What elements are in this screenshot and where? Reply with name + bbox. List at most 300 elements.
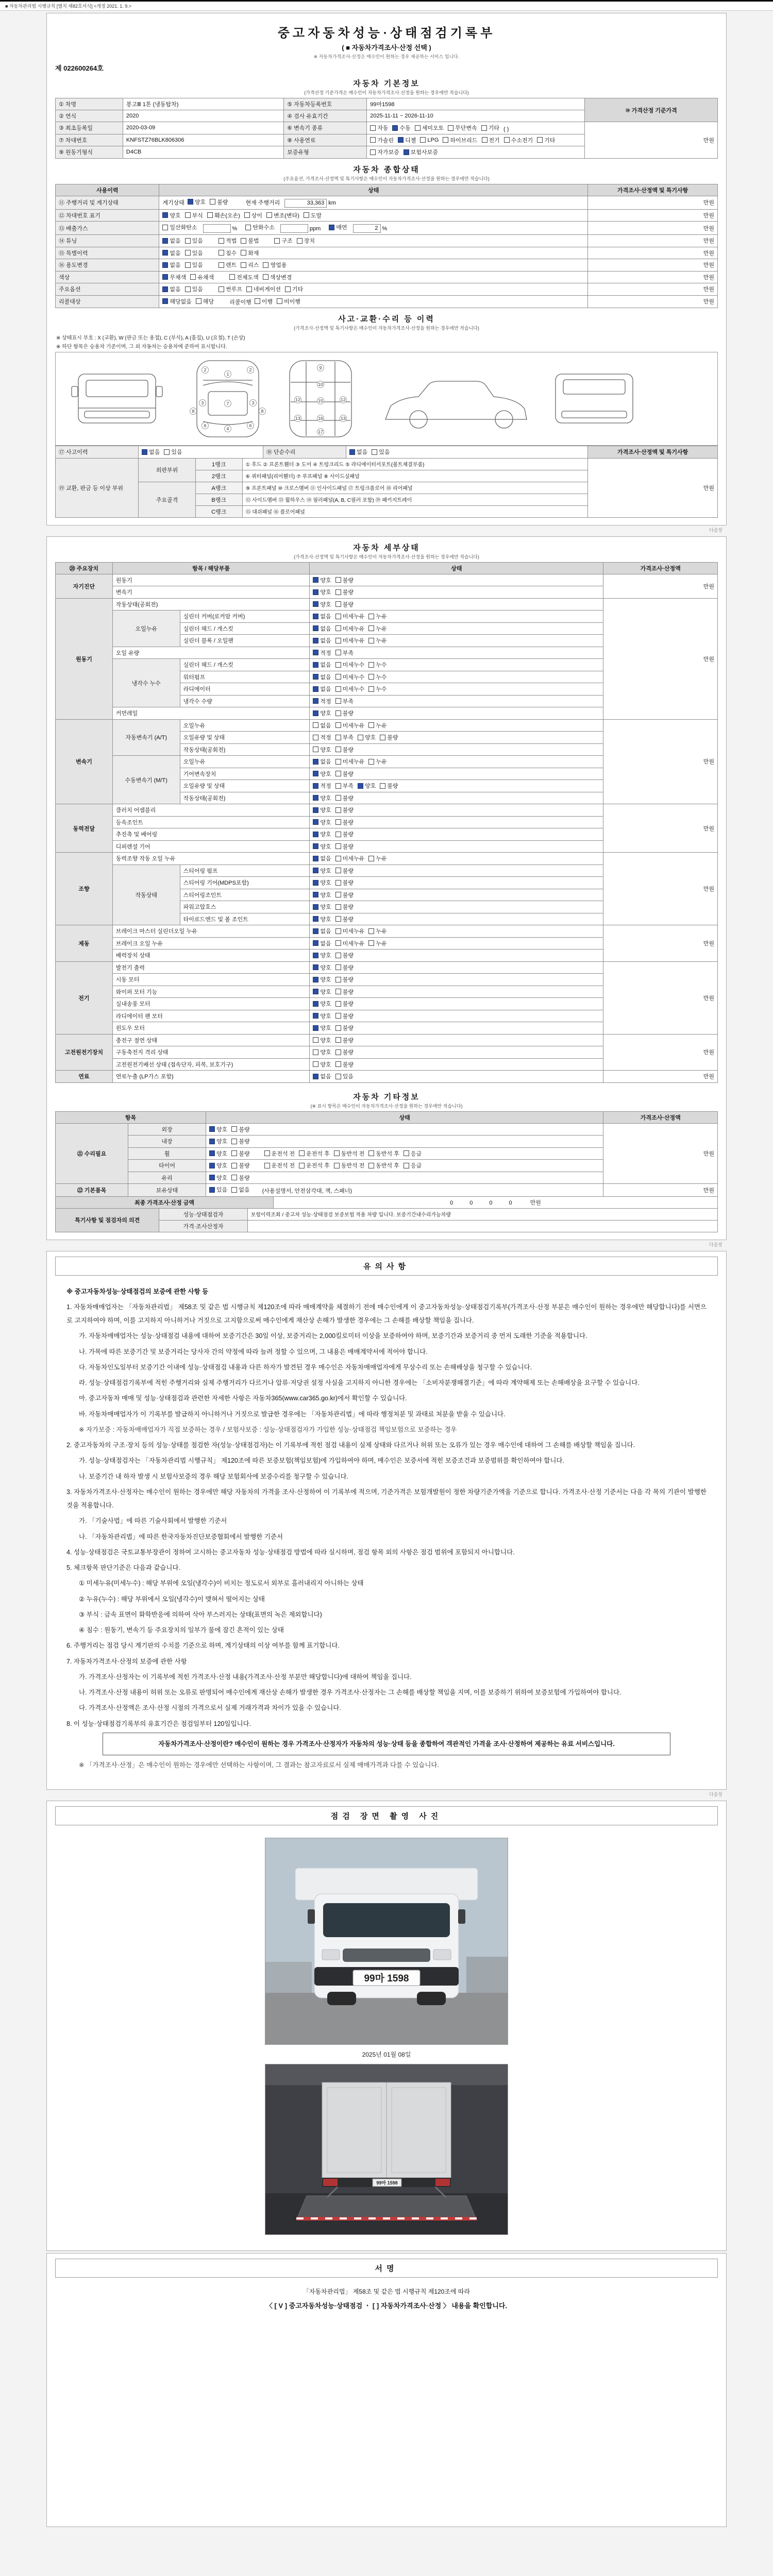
- checkbox-mark: [313, 1001, 318, 1007]
- price-cell: 만원: [588, 209, 718, 222]
- device-item-state: [310, 950, 603, 962]
- notice-p: 7. 자동차가격조사·산정의 보증에 관한 사항: [66, 1657, 187, 1665]
- checkbox-불량[interactable]: 불량: [335, 867, 354, 875]
- checkbox-리스[interactable]: 리스: [241, 261, 259, 269]
- device-item-state: [310, 828, 603, 841]
- checkbox-없음[interactable]: 없음: [313, 612, 331, 620]
- checkbox-불량[interactable]: 불량: [335, 1036, 354, 1044]
- checkbox-없음[interactable]: 없음: [313, 757, 331, 766]
- checkbox-mark: [335, 759, 341, 765]
- checkbox-적법[interactable]: 적법: [219, 236, 237, 245]
- checkbox-불량[interactable]: 불량: [335, 830, 354, 838]
- checkbox-동반석 후[interactable]: 동반석 후: [368, 1161, 399, 1170]
- checkbox-있음[interactable]: 있음: [372, 448, 390, 456]
- basic-info-title: 자동차 기본정보: [353, 79, 420, 88]
- checkbox-불량[interactable]: 불량: [335, 1024, 354, 1032]
- checkbox-적정[interactable]: 적정: [313, 733, 331, 741]
- device-item-state: [310, 743, 603, 756]
- checkbox-mark: [313, 832, 318, 837]
- checkbox-mark: [335, 1001, 341, 1007]
- checkbox-수소전기[interactable]: 수소전기: [504, 136, 533, 144]
- checkbox-mark: [335, 1037, 341, 1043]
- svg-text:15: 15: [318, 398, 323, 404]
- checkbox-mark: [335, 807, 341, 813]
- checkbox-양호[interactable]: 양호: [313, 830, 331, 838]
- checkbox-mark: [335, 625, 341, 631]
- checkbox-없음[interactable]: 없음: [313, 1072, 331, 1080]
- checkbox-있음[interactable]: 있음: [185, 285, 203, 293]
- svg-text:2: 2: [249, 367, 252, 373]
- checkbox-mark: [313, 638, 318, 643]
- table-header-cell: 상태: [206, 1111, 603, 1123]
- checkbox-LPG[interactable]: LPG: [420, 137, 439, 143]
- checkbox-양호[interactable]: 양호: [313, 999, 331, 1008]
- checkbox-기타[interactable]: 기타: [285, 285, 303, 293]
- checkbox-양호[interactable]: 양호: [313, 842, 331, 851]
- checkbox-없음[interactable]: 없음: [313, 636, 331, 645]
- checkbox-양호[interactable]: 양호: [313, 951, 331, 959]
- checkbox-동반석 후[interactable]: 동반석 후: [368, 1149, 399, 1158]
- checkbox-있음[interactable]: 있음: [164, 448, 182, 456]
- checkbox-탄화수소[interactable]: 탄화수소: [245, 223, 275, 231]
- checkbox-mark: [335, 1013, 341, 1019]
- svg-text:8: 8: [192, 409, 195, 414]
- field-value: [367, 134, 585, 146]
- history-item-state: [159, 209, 588, 222]
- checkbox-mark: [162, 286, 168, 292]
- checkbox-불량[interactable]: 불량: [335, 988, 354, 996]
- checkbox-기타[interactable]: 기타: [537, 136, 555, 144]
- device-item-state: [310, 986, 603, 998]
- checkbox-동반석 전[interactable]: 동반석 전: [334, 1161, 365, 1170]
- section-notices: [46, 1251, 727, 1790]
- checkbox-네비게이션[interactable]: 네비게이션: [246, 285, 281, 293]
- checkbox-부족[interactable]: 부족: [335, 782, 354, 790]
- checkbox-불량[interactable]: 불량: [335, 903, 354, 911]
- device-item-state: [310, 1071, 603, 1083]
- checkbox-운전석 후[interactable]: 운전석 후: [299, 1149, 330, 1158]
- checkbox-불량[interactable]: 불량: [335, 576, 354, 584]
- checkbox-없음[interactable]: 없음: [313, 624, 331, 633]
- overall-title: 자동차 종합상태: [353, 165, 420, 174]
- checkbox-미세누수[interactable]: 미세누수: [335, 660, 365, 669]
- checkbox-mark: [420, 137, 426, 143]
- checkbox-mark: [335, 989, 341, 994]
- value-box[interactable]: 2: [353, 224, 381, 233]
- checkbox-없음[interactable]: 없음: [349, 448, 367, 456]
- checkbox-양호[interactable]: 양호: [313, 915, 331, 923]
- checkbox-일산화탄소[interactable]: 일산화탄소: [162, 223, 197, 231]
- checkbox-불량[interactable]: 불량: [335, 770, 354, 778]
- checkbox-mark: [368, 614, 374, 619]
- checkbox-미세누유[interactable]: 미세누유: [335, 721, 365, 730]
- checkbox-누유[interactable]: 누유: [368, 757, 386, 766]
- checkbox-불량[interactable]: 불량: [335, 709, 354, 717]
- checkbox-양호[interactable]: 양호: [313, 576, 331, 584]
- checkbox-구조[interactable]: 구조: [274, 236, 292, 245]
- checkbox-있음[interactable]: 있음: [185, 249, 203, 257]
- checkbox-mark: [335, 710, 341, 716]
- checkbox-양호[interactable]: 양호: [313, 878, 331, 887]
- checkbox-양호[interactable]: 양호: [313, 1060, 331, 1069]
- checkbox-있음[interactable]: 있음: [185, 236, 203, 245]
- checkbox-불량[interactable]: 불량: [231, 1174, 249, 1182]
- device-group-label: 전기: [56, 961, 113, 1034]
- checkbox-해당[interactable]: 해당: [196, 297, 214, 306]
- checkbox-불량[interactable]: 불량: [335, 915, 354, 923]
- checkbox-mark: [313, 940, 318, 946]
- checkbox-불량[interactable]: 불량: [335, 999, 354, 1008]
- checkbox-하이브리드[interactable]: 하이브리드: [443, 136, 477, 144]
- checkbox-불량[interactable]: 불량: [210, 198, 228, 206]
- checkbox-수동[interactable]: 수동: [392, 124, 410, 132]
- device-item-label: 커먼레일: [112, 707, 310, 720]
- checkbox-운전석 전[interactable]: 운전석 전: [264, 1149, 295, 1158]
- checkbox-양호[interactable]: 양호: [358, 782, 376, 790]
- checkbox-색상변경[interactable]: 색상변경: [263, 273, 292, 281]
- checkbox-mark: [313, 953, 318, 958]
- checkbox-불량[interactable]: 불량: [335, 1060, 354, 1069]
- device-item-state: [310, 707, 603, 720]
- remarks-mount: [55, 1208, 718, 1232]
- checkbox-없음[interactable]: 없음: [162, 261, 180, 269]
- checkbox-불량[interactable]: 불량: [335, 794, 354, 802]
- checkbox-부족[interactable]: 부족: [335, 649, 354, 657]
- checkbox-양호[interactable]: 양호: [209, 1149, 227, 1158]
- notice-p: 4. 성능·상태점검은 국토교통부장관이 정하여 고시하는 중고자동차 성능·상태점검 방법에 따라 실시하며, 점검 항목 외의 사항은 점검 범위에 포함되지 아니합니다.: [66, 1548, 515, 1556]
- checkbox-렌트[interactable]: 렌트: [219, 261, 237, 269]
- field-value: 2020-03-09: [123, 122, 283, 134]
- checkbox-미세누유[interactable]: 미세누유: [335, 939, 365, 947]
- checkbox-부족[interactable]: 부족: [335, 697, 354, 705]
- checkbox-누유[interactable]: 누유: [368, 624, 386, 633]
- checkbox-전기[interactable]: 전기: [482, 136, 500, 144]
- remarks-table: [55, 1208, 718, 1232]
- checkbox-부족[interactable]: 부족: [335, 733, 354, 741]
- checkbox-불량[interactable]: 불량: [335, 878, 354, 887]
- checkbox-양호[interactable]: 양호: [313, 794, 331, 802]
- checkbox-양호[interactable]: 양호: [313, 806, 331, 814]
- history-item-label: ⑭ 튜닝: [56, 235, 159, 247]
- device-item-state: [310, 756, 603, 768]
- device-item-state: [310, 792, 603, 804]
- svg-text:12: 12: [295, 397, 300, 403]
- checkbox-적정[interactable]: 적정: [313, 697, 331, 705]
- checkbox-동반석 전[interactable]: 동반석 전: [334, 1149, 365, 1158]
- field-value: 2025-11-11 ~ 2026-11-10: [367, 110, 585, 122]
- checkbox-mark: [313, 1025, 318, 1031]
- field-value: D4CB: [123, 146, 283, 159]
- checkbox-mark: [313, 1013, 318, 1019]
- checkbox-없음[interactable]: 없음: [313, 673, 331, 681]
- checkbox-mark: [335, 904, 341, 910]
- form-reference: ■ 자동차관리법 시행규칙 [별지 제82호서식] <개정 2021. 1. 9.>: [0, 0, 773, 11]
- checkbox-양호[interactable]: 양호: [209, 1174, 227, 1182]
- price-base-header: ⑩ 가격산정 기준가격: [585, 98, 718, 122]
- checkbox-양호[interactable]: 양호: [313, 891, 331, 899]
- price-cell: 만원: [603, 719, 718, 804]
- checkbox-훼손(오손)[interactable]: 훼손(오손): [207, 211, 240, 219]
- value-box[interactable]: [280, 224, 308, 233]
- device-item-label: 라디에이터 팬 모터: [112, 1010, 310, 1022]
- value-box[interactable]: 33,363: [284, 199, 327, 208]
- checkbox-미세누수[interactable]: 미세누수: [335, 685, 365, 693]
- price-cell: 만원: [603, 1034, 718, 1071]
- checkbox-불량[interactable]: 불량: [231, 1149, 249, 1158]
- checkbox-불량[interactable]: 불량: [231, 1125, 249, 1133]
- checkbox-mark: [185, 212, 191, 218]
- checkbox-누수[interactable]: 누수: [368, 673, 386, 681]
- checkbox-무단변속[interactable]: 무단변속: [448, 124, 477, 132]
- section-basic-overall-accident: [46, 13, 727, 526]
- checkbox-양호[interactable]: 양호: [313, 588, 331, 596]
- checkbox-적정[interactable]: 적정: [313, 782, 331, 790]
- checkbox-디젤[interactable]: 디젤: [398, 136, 416, 144]
- checkbox-불량[interactable]: 불량: [335, 1012, 354, 1020]
- checkbox-불법[interactable]: 불법: [241, 236, 259, 245]
- device-item-label: 스티어링 펌프: [180, 865, 310, 877]
- inline-text: ppm: [309, 225, 321, 232]
- checkbox-미세누유[interactable]: 미세누유: [335, 757, 365, 766]
- checkbox-유채색[interactable]: 유채색: [190, 273, 214, 281]
- checkbox-없음[interactable]: 없음: [313, 685, 331, 693]
- checkbox-없음[interactable]: 없음: [313, 939, 331, 947]
- checkbox-있음[interactable]: 있음: [185, 261, 203, 269]
- checkbox-양호[interactable]: 양호: [313, 1048, 331, 1056]
- checkbox-mark: [443, 137, 448, 143]
- checkbox-전체도색[interactable]: 전체도색: [229, 273, 259, 281]
- checkbox-불량[interactable]: 불량: [335, 963, 354, 972]
- checkbox-가솔린[interactable]: 가솔린: [370, 136, 394, 144]
- checkbox-mark: [335, 977, 341, 982]
- checkbox-불량[interactable]: 불량: [335, 842, 354, 851]
- checkbox-양호[interactable]: 양호: [209, 1161, 227, 1170]
- etc-item-state: [206, 1160, 603, 1172]
- checkbox-세미오토[interactable]: 세미오토: [415, 124, 444, 132]
- device-subgroup-label: 냉각수 누수: [112, 659, 180, 707]
- checkbox-있음[interactable]: 있음: [335, 1072, 354, 1080]
- checkbox-기타[interactable]: 기타: [481, 124, 499, 132]
- device-group-label: 연료: [56, 1071, 113, 1083]
- checkbox-누유[interactable]: 누유: [368, 854, 386, 862]
- checkbox-불량[interactable]: 불량: [335, 600, 354, 608]
- notice-p: 5. 체크항목 판단기준은 다음과 같습니다.: [66, 1564, 180, 1572]
- checkbox-양호[interactable]: 양호: [209, 1125, 227, 1133]
- checkbox-mark: [219, 238, 224, 244]
- checkbox-없음[interactable]: 없음: [162, 285, 180, 293]
- price-cell: 만원: [588, 196, 718, 209]
- checkbox-불량[interactable]: 불량: [231, 1137, 249, 1145]
- checkbox-양호[interactable]: 양호: [313, 1024, 331, 1032]
- checkbox-침수[interactable]: 침수: [219, 249, 237, 257]
- checkbox-양호[interactable]: 양호: [313, 1012, 331, 1020]
- checkbox-mark: [335, 589, 341, 595]
- checkbox-불량[interactable]: 불량: [231, 1161, 249, 1170]
- checkbox-불량[interactable]: 불량: [380, 782, 398, 790]
- accident-history-label: ⑰ 사고이력: [56, 446, 139, 459]
- checkbox-mark: [313, 892, 318, 897]
- checkbox-mark: [313, 1061, 318, 1067]
- price-cell: 만원: [588, 259, 718, 272]
- checkbox-상이[interactable]: 상이: [244, 211, 262, 219]
- checkbox-응급[interactable]: 응급: [404, 1149, 422, 1158]
- checkbox-mark: [335, 868, 341, 873]
- checkbox-mark: [266, 212, 272, 218]
- svg-text:12: 12: [341, 397, 346, 403]
- checkbox-mark: [313, 807, 318, 813]
- checkbox-미세누유[interactable]: 미세누유: [335, 612, 365, 620]
- checkbox-양호[interactable]: 양호: [162, 211, 180, 219]
- checkbox-mark: [335, 795, 341, 801]
- checkbox-mark: [335, 783, 341, 789]
- checkbox-mark: [335, 674, 341, 680]
- checkbox-누유[interactable]: 누유: [368, 612, 386, 620]
- history-item-state: [159, 222, 588, 235]
- checkbox-mark: [313, 868, 318, 873]
- checkbox-불량[interactable]: 불량: [335, 745, 354, 754]
- checkbox-mark: [285, 286, 291, 292]
- checkbox-누수[interactable]: 누수: [368, 660, 386, 669]
- checkbox-mark: [334, 1150, 340, 1156]
- checkbox-양호[interactable]: 양호: [313, 600, 331, 608]
- checkbox-mark: [185, 286, 191, 292]
- checkbox-없음[interactable]: 없음: [231, 1185, 249, 1194]
- checkbox-무채색[interactable]: 무채색: [162, 273, 186, 281]
- checkbox-미세누유[interactable]: 미세누유: [335, 854, 365, 862]
- checkbox-양호[interactable]: 양호: [313, 988, 331, 996]
- device-item-label: 오일누유: [180, 719, 310, 732]
- checkbox-mark: [335, 832, 341, 837]
- checkbox-불량[interactable]: 불량: [335, 1048, 354, 1056]
- section-photos: [46, 1801, 727, 2251]
- device-item-label: 실린더 헤드 / 개스킷: [180, 659, 310, 671]
- checkbox-불량[interactable]: 불량: [335, 891, 354, 899]
- device-item-label: 시동 모터: [112, 974, 310, 986]
- checkbox-불량[interactable]: 불량: [335, 806, 354, 814]
- checkbox-양호[interactable]: 양호: [313, 867, 331, 875]
- checkbox-미이행[interactable]: 미이행: [277, 297, 300, 306]
- checkbox-적정[interactable]: 적정: [313, 649, 331, 657]
- accident-section: [55, 313, 718, 518]
- checkbox-mark: [299, 1163, 305, 1168]
- checkbox-운전석 전[interactable]: 운전석 전: [264, 1161, 295, 1170]
- checkbox-없음[interactable]: 없음: [142, 448, 160, 456]
- unit-label: 만원: [530, 1199, 541, 1206]
- checkbox-있음[interactable]: 있음: [209, 1185, 227, 1194]
- accident-note: (가격조사·산정액 및 특기사항은 매수인이 자동차가격조사·산정을 원하는 경우에만 적습니다): [294, 326, 479, 331]
- checkbox-미세누유[interactable]: 미세누유: [335, 624, 365, 633]
- checkbox-양호[interactable]: 양호: [313, 903, 331, 911]
- checkbox-불량[interactable]: 불량: [335, 818, 354, 826]
- document-number: 제 022600264호: [55, 64, 104, 72]
- price-cell: 만원: [588, 271, 718, 283]
- accident-history-state: [139, 446, 263, 459]
- etc-group-label: ㉑ 수리필요: [56, 1123, 128, 1184]
- checkbox-양호[interactable]: 양호: [313, 1036, 331, 1044]
- checkbox-누유[interactable]: 누유: [368, 721, 386, 730]
- checkbox-mark: [185, 250, 191, 256]
- checkbox-없음[interactable]: 없음: [313, 660, 331, 669]
- checkbox-매연[interactable]: 매연: [329, 223, 347, 231]
- checkbox-양호[interactable]: 양호: [313, 709, 331, 717]
- checkbox-응급[interactable]: 응급: [404, 1161, 422, 1170]
- notice-sub: 나. 「자동차관리법」에 따른 한국자동차진단보증협회에서 발행한 기준서: [79, 1533, 283, 1540]
- checkbox-양호[interactable]: 양호: [313, 975, 331, 984]
- checkbox-미세누유[interactable]: 미세누유: [335, 636, 365, 645]
- checkbox-누유[interactable]: 누유: [368, 939, 386, 947]
- checkbox-이행[interactable]: 이행: [255, 297, 273, 306]
- checkbox-자가보증[interactable]: 자가보증: [370, 148, 399, 156]
- checkbox-mark: [241, 262, 246, 268]
- checkbox-누유[interactable]: 누유: [368, 636, 386, 645]
- checkbox-썬루프[interactable]: 썬루프: [219, 285, 242, 293]
- price-cell: 만원: [588, 247, 718, 259]
- checkbox-도말[interactable]: 도말: [304, 211, 322, 219]
- checkbox-mark: [380, 735, 385, 740]
- checkbox-미세누유[interactable]: 미세누유: [335, 927, 365, 935]
- price-cell: 만원: [588, 458, 718, 517]
- checkbox-양호[interactable]: 양호: [313, 963, 331, 972]
- checkbox-양호[interactable]: 양호: [313, 745, 331, 754]
- checkbox-mark: [335, 892, 341, 897]
- checkbox-불량[interactable]: 불량: [380, 733, 398, 741]
- checkbox-보험사보증[interactable]: 보험사보증: [404, 148, 438, 156]
- history-item-state: [159, 235, 588, 247]
- vehicle-diagrams: [55, 352, 718, 446]
- device-item-state: [310, 816, 603, 828]
- checkbox-없음[interactable]: 없음: [313, 927, 331, 935]
- checkbox-영업용[interactable]: 영업용: [263, 261, 287, 269]
- checkbox-불량[interactable]: 불량: [335, 588, 354, 596]
- checkbox-없음[interactable]: 없음: [313, 721, 331, 730]
- checkbox-변조(변타)[interactable]: 변조(변타): [266, 211, 299, 219]
- checkbox-자동[interactable]: 자동: [370, 124, 388, 132]
- notice-sub: 나. 보증기간 내 하자 발생 시 보험사보증의 경우 해당 보험회사에 보증수리를 청구할 수 있습니다.: [79, 1472, 349, 1480]
- checkbox-불량[interactable]: 불량: [335, 975, 354, 984]
- checkbox-양호[interactable]: 양호: [313, 818, 331, 826]
- checkbox-없음[interactable]: 없음: [162, 236, 180, 245]
- checkbox-화재[interactable]: 화재: [241, 249, 259, 257]
- checkbox-양호[interactable]: 양호: [209, 1137, 227, 1145]
- checkbox-불량[interactable]: 불량: [335, 951, 354, 959]
- checkbox-양호[interactable]: 양호: [358, 733, 376, 741]
- checkbox-누유[interactable]: 누유: [368, 927, 386, 935]
- checkbox-mark: [335, 601, 341, 607]
- value-box[interactable]: [203, 224, 231, 233]
- checkbox-누수[interactable]: 누수: [368, 685, 386, 693]
- checkbox-없음[interactable]: 없음: [162, 249, 180, 257]
- notice-sub: 바. 자동차매매업자가 이 기록부를 발급하지 아니하거나 거짓으로 발급한 경우에는 「자동차관리법」에 따라 행정처분 및 과태료 처분을 받을 수 있습니다.: [79, 1410, 506, 1418]
- checkbox-없음[interactable]: 없음: [313, 854, 331, 862]
- checkbox-양호[interactable]: 양호: [188, 198, 206, 206]
- checkbox-운전석 후[interactable]: 운전석 후: [299, 1161, 330, 1170]
- checkbox-mark: [231, 1126, 237, 1132]
- checkbox-mark: [335, 638, 341, 643]
- checkbox-mark: [210, 199, 215, 205]
- signature-line-2: 〈 [ V ] 중고자동차성능·상태점검 ㆍ [ ] 자동차가격조사·산정 〉 내용을 확인합니다.: [265, 2301, 508, 2310]
- checkbox-양호[interactable]: 양호: [313, 770, 331, 778]
- checkbox-부식[interactable]: 부식: [185, 211, 203, 219]
- checkbox-미세누수[interactable]: 미세누수: [335, 673, 365, 681]
- checkbox-mark: [142, 449, 147, 455]
- checkbox-해당없음[interactable]: 해당없음: [162, 297, 192, 306]
- checkbox-장치[interactable]: 장치: [297, 236, 315, 245]
- checkbox-mark: [415, 125, 421, 131]
- etc-item-state: [206, 1184, 603, 1197]
- table-header-cell: 상태: [159, 184, 588, 196]
- checkbox-mark: [482, 137, 488, 143]
- inline-text: (사용설명서, 안전삼각대, 잭, 스패너): [262, 1188, 352, 1194]
